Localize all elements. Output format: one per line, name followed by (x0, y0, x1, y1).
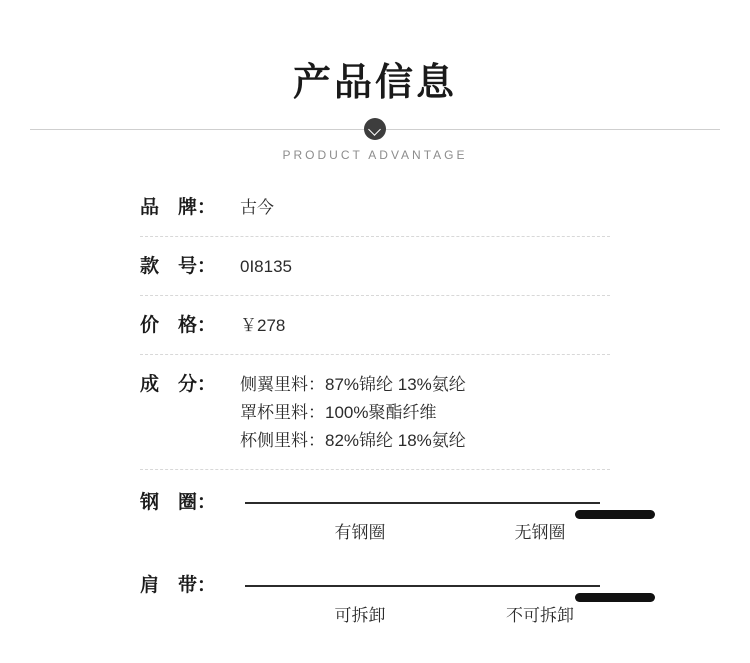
chevron-down-icon (364, 118, 386, 140)
page-title: 产品信息 (292, 62, 457, 104)
spec-value-line: 侧翼里料：87%锦纶 13%氨纶 (240, 375, 466, 394)
option-choice-strap-0[interactable]: 可拆卸 (334, 606, 386, 625)
option-track-underwire[interactable] (245, 502, 600, 504)
spec-value-composition (240, 371, 610, 455)
page-subtitle: PRODUCT ADVANTAGE (282, 148, 468, 162)
spec-label-model: 款 号： (140, 256, 217, 277)
spec-row-composition (140, 355, 610, 470)
option-label-underwire: 钢 圈： (140, 492, 217, 513)
spec-list (140, 178, 610, 470)
option-choice-underwire-0[interactable]: 有钢圈 (334, 523, 386, 542)
spec-label-brand: 品 牌： (140, 197, 217, 218)
option-choice-underwire-1[interactable]: 无钢圈 (514, 523, 566, 542)
spec-value-model (240, 253, 610, 281)
header-divider (0, 118, 750, 140)
spec-value-line: ￥278 (240, 316, 286, 335)
spec-label-composition: 成 分： (140, 374, 217, 395)
option-captions-strap (245, 601, 600, 629)
spec-value-price (240, 312, 610, 340)
page-header (0, 58, 750, 162)
option-captions-underwire (245, 518, 600, 546)
spec-value-line: 杯侧里料：82%锦纶 18%氨纶 (240, 431, 466, 450)
spec-value-line: 古今 (240, 198, 274, 217)
spec-row-price (140, 296, 610, 355)
option-label-strap: 肩 带： (140, 575, 217, 596)
spec-value-brand (240, 194, 610, 222)
spec-row-brand (140, 178, 610, 237)
option-track-strap[interactable] (245, 585, 600, 587)
spec-value-line: 0I8135 (240, 257, 292, 276)
spec-label-price: 价 格： (140, 315, 217, 336)
spec-value-line: 罩杯里料：100%聚酯纤维 (240, 403, 437, 422)
option-choice-strap-1[interactable]: 不可拆卸 (506, 606, 574, 625)
spec-row-model (140, 237, 610, 296)
